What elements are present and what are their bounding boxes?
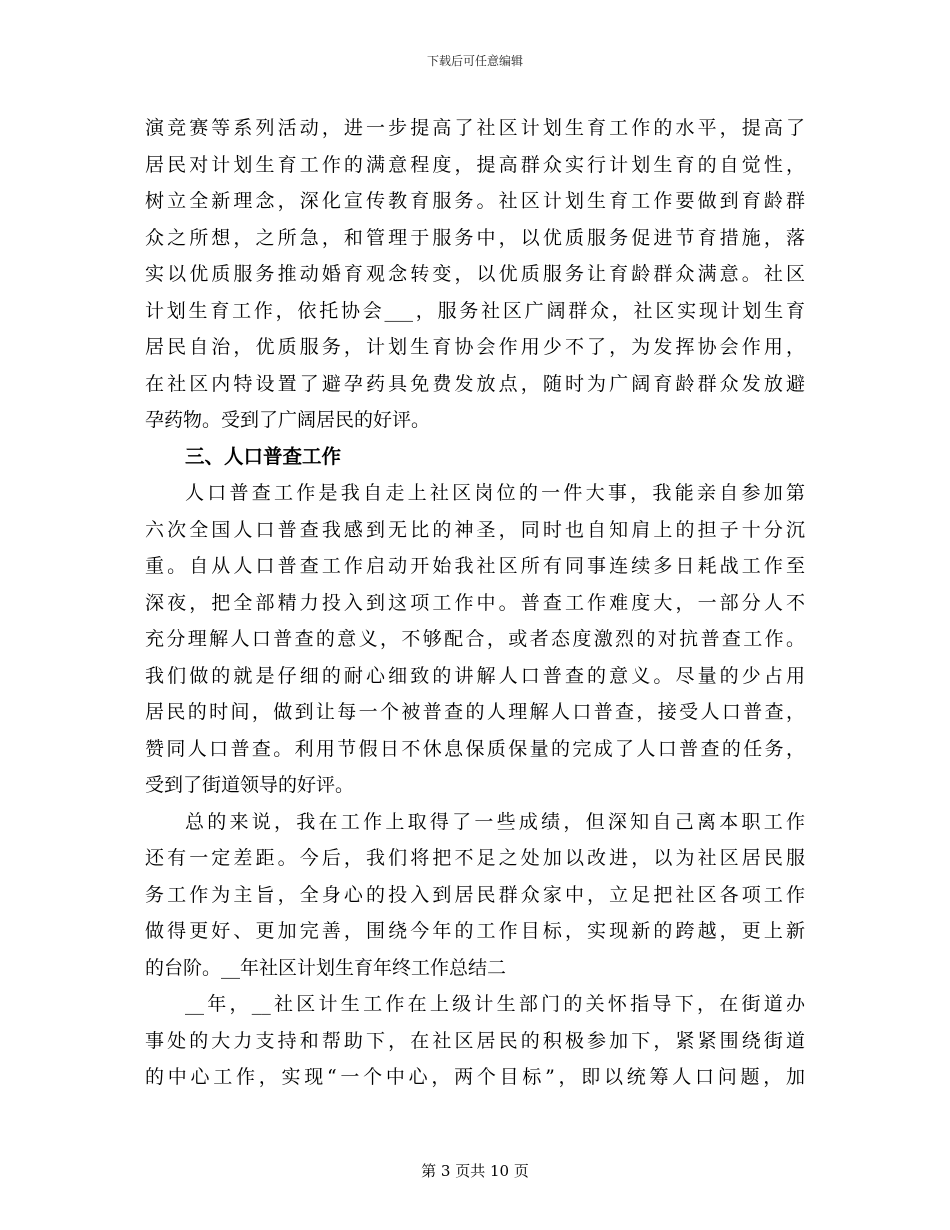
- text-line: 我们做的就是仔细的耐心细致的讲解人口普查的意义。尽量的少占用: [145, 664, 805, 687]
- text-line: 居民的时间，做到让每一个被普查的人理解人口普查，接受人口普查，: [145, 701, 805, 723]
- text-line: 事处的大力支持和帮助下，在社区居民的积极参加下，紧紧围绕街道: [145, 1029, 805, 1052]
- text-line: 树立全新理念，深化宣传教育服务。社区计划生育工作要做到育龄群: [145, 190, 805, 212]
- page-header: 下载后可任意编辑: [426, 54, 523, 68]
- text-line: 六次全国人口普查我感到无比的神圣，同时也自知肩上的担子十分沉: [145, 518, 805, 541]
- text-line: 人口普查工作是我自走上社区岗位的一件大事，我能亲自参加第: [185, 482, 805, 504]
- text-line: 深夜，把全部精力投入到这项工作中。普查工作难度大，一部分人不: [145, 591, 805, 614]
- text-line: 演竞赛等系列活动，进一步提高了社区计划生育工作的水平，提高了: [145, 117, 805, 139]
- text-line: 重。自从人口普查工作启动开始我社区所有同事连续多日耗战工作至: [145, 555, 805, 577]
- text-line: 受到了街道领导的好评。: [145, 774, 355, 796]
- text-line: 计划生育工作，依托协会___，服务社区广阔群众，社区实现计划生育: [145, 299, 805, 322]
- text-line: 务工作为主旨，全身心的投入到居民群众家中，立足把社区各项工作: [145, 883, 805, 906]
- text-line: 孕药物。受到了广阔居民的好评。: [145, 409, 431, 431]
- text-line: 做得更好、更加完善，围绕今年的工作目标，实现新的跨越，更上新: [145, 920, 805, 942]
- text-line: 还有一定差距。今后，我们将把不足之处加以改进，以为社区居民服: [145, 847, 805, 869]
- text-line: 在社区内特设置了避孕药具免费发放点，随时为广阔育龄群众发放避: [145, 372, 805, 395]
- section-heading: 三、人口普查工作: [185, 444, 342, 468]
- text-line: 充分理解人口普查的意义，不够配合，或者态度激烈的对抗普查工作。: [145, 628, 805, 650]
- text-line: __年，__社区计生工作在上级计生部门的关怀指导下，在街道办: [185, 993, 805, 1015]
- text-line: 总的来说，我在工作上取得了一些成绩，但深知自己离本职工作: [185, 810, 805, 833]
- document-body: [145, 110, 805, 1096]
- text-line: 居民对计划生育工作的满意程度，提高群众实行计划生育的自觉性，: [145, 153, 805, 176]
- text-line: 居民自治，优质服务，计划生育协会作用少不了，为发挥协会作用，: [145, 336, 805, 358]
- text-line: 的台阶。__年社区计划生育年终工作总结二: [145, 956, 507, 979]
- text-line: 的中心工作，实现“一个中心，两个目标”，即以统筹人口问题，加: [145, 1066, 805, 1088]
- page-footer: 第 3 页共 10 页: [421, 1162, 529, 1180]
- text-line: 众之所想，之所急，和管理于服务中，以优质服务促进节育措施，落: [145, 226, 805, 249]
- text-line: 实以优质服务推动婚育观念转变，以优质服务让育龄群众满意。社区: [145, 263, 805, 285]
- text-line: 赞同人口普查。利用节假日不休息保质保量的完成了人口普查的任务，: [145, 737, 805, 760]
